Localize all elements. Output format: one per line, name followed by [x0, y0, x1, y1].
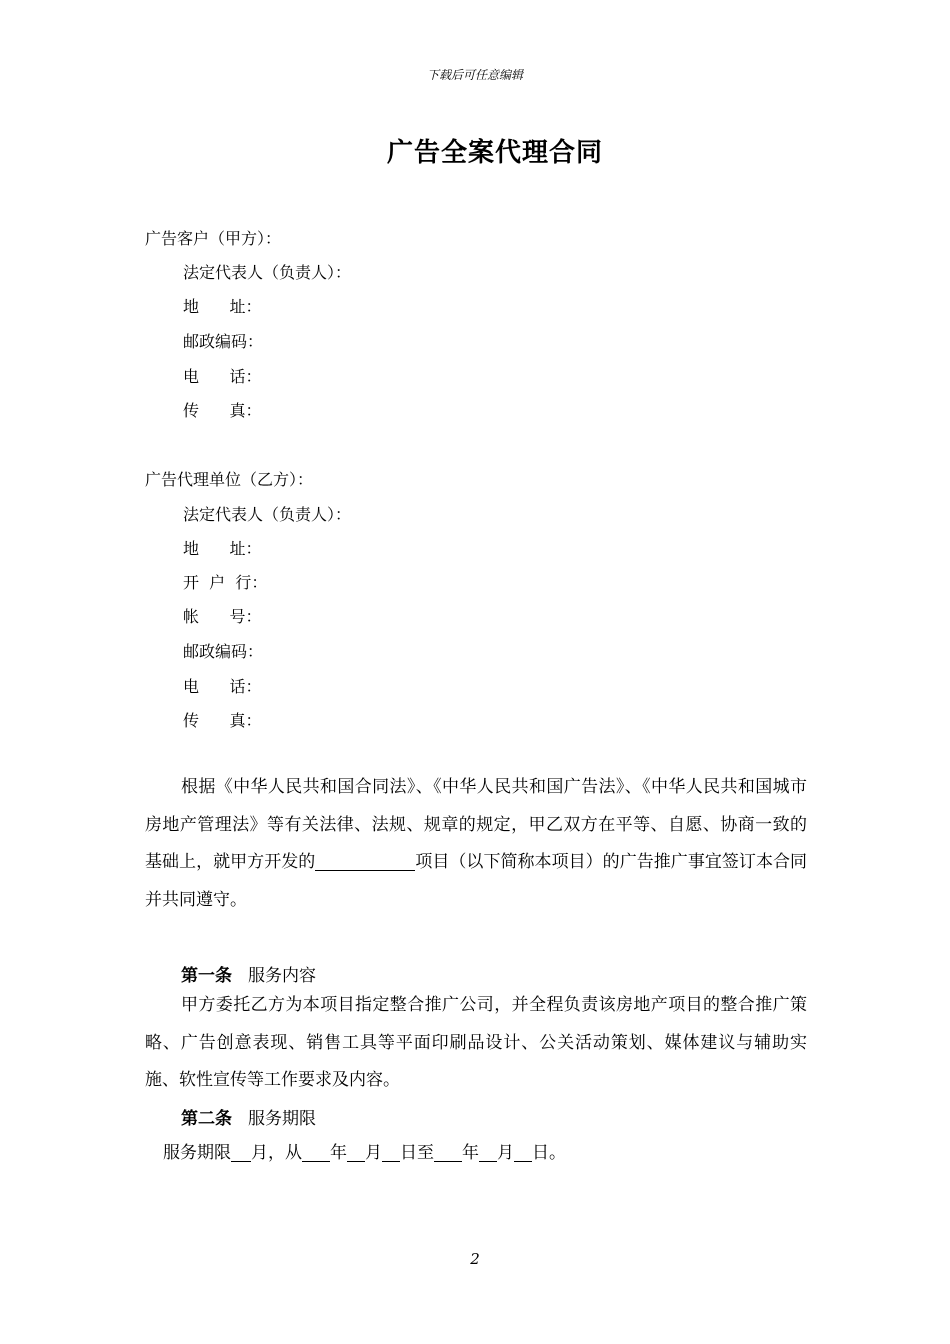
preamble-text-1: 根据《中华人民共和国合同法》、《中华人民共和国广告法》、《中华人民共和国城市房地产管理法》等有关法律、法规、规章的规定，甲乙双方在平等、自愿、协商一致的基础上，就甲方开发的 [145, 777, 807, 872]
preamble-paragraph [145, 769, 807, 919]
party-b-address-label: 地 址： [183, 539, 262, 558]
article-2-number: 第二条 [181, 1109, 232, 1129]
article-1-body-text: 甲方委托乙方为本项目指定整合推广公司，并全程负责该房地产项目的整合推广策略、广告创意表现、销售工具等平面印刷品设计、公关活动策划、媒体建议与辅助实施、软性宣传等工作要求及内容。 [145, 995, 807, 1090]
party-a-representative-label: 法定代表人（负责人）： [183, 263, 352, 282]
party-b-fax-label: 传 真： [183, 711, 262, 730]
party-a-postcode-label: 邮政编码： [183, 332, 264, 351]
party-a-heading: 广告客户（甲方）： [145, 229, 282, 248]
party-a-address-label: 地 址： [183, 297, 262, 316]
party-b-bank-label: 开 户 行： [183, 573, 268, 592]
end-year-blank[interactable] [434, 1141, 462, 1162]
start-year-blank[interactable] [302, 1141, 330, 1162]
end-day-blank[interactable] [514, 1141, 532, 1162]
term-month-unit: 月，从 [251, 1143, 302, 1163]
end-year-unit: 年 [462, 1143, 479, 1163]
page-number: 2 [470, 1250, 480, 1268]
article-2-title: 服务期限 [248, 1109, 316, 1129]
party-a-fax-label: 传 真： [183, 401, 262, 420]
service-term-line [163, 1138, 566, 1163]
start-day-unit: 日至 [400, 1143, 434, 1163]
article-1-body [145, 987, 807, 1100]
party-a-phone-label: 电 话： [183, 367, 262, 386]
party-b-representative-label: 法定代表人（负责人）： [183, 505, 352, 524]
start-day-blank[interactable] [382, 1141, 400, 1162]
end-month-blank[interactable] [479, 1141, 497, 1162]
project-name-blank[interactable] [315, 850, 415, 871]
end-day-unit: 日。 [532, 1143, 566, 1163]
article-1-number: 第一条 [181, 966, 232, 986]
document-title: 广告全案代理合同 [386, 138, 603, 168]
term-months-blank[interactable] [231, 1141, 251, 1162]
start-month-blank[interactable] [347, 1141, 365, 1162]
party-b-account-label: 帐 号： [183, 607, 262, 626]
party-b-postcode-label: 邮政编码： [183, 642, 264, 661]
preamble-text-2: 项目（以下简称本项目）的广告推广事宜签订本合同并共同遵守。 [145, 852, 808, 910]
start-month-unit: 月 [365, 1143, 382, 1163]
header-note: 下载后可任意编辑 [426, 68, 523, 82]
start-year-unit: 年 [330, 1143, 347, 1163]
party-b-heading: 广告代理单位（乙方）： [145, 470, 314, 489]
article-1-title: 服务内容 [248, 966, 316, 986]
article-1-heading [181, 961, 316, 986]
term-prefix: 服务期限 [163, 1143, 231, 1163]
party-b-phone-label: 电 话： [183, 677, 262, 696]
article-2-heading [181, 1104, 316, 1129]
end-month-unit: 月 [497, 1143, 514, 1163]
